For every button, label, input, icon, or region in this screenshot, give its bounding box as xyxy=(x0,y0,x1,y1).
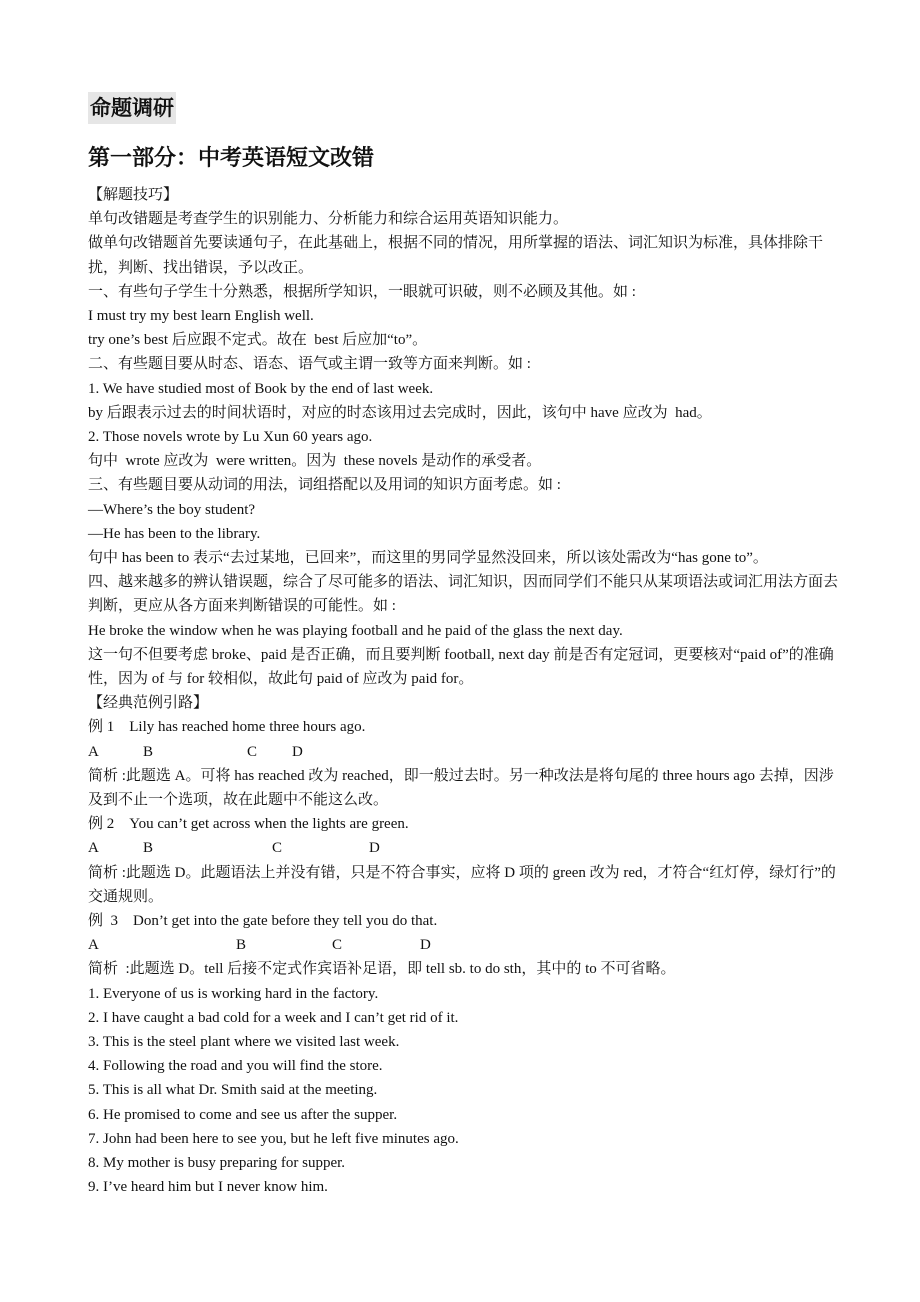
example-explanation: 句中 has been to 表示“去过某地，已回来”，而这里的男同学显然没回来，所以该处需改为“has gone to”。 xyxy=(88,550,768,567)
example-explanation: try one’s best 后应跟不定式。故在 best 后应加“to”。 xyxy=(88,332,428,349)
example-3-analysis: 简析 :此题选 D。tell 后接不定式作宾语补足语，即 tell sb. to do sth，其中的 to 不可省略。 xyxy=(88,961,676,978)
point-two: 二、有些题目要从时态、语态、语气或主谓一致等方面来判断。如 : xyxy=(88,356,531,373)
exercise-item: 8. My mother is busy preparing for supper. xyxy=(88,1155,346,1172)
example-sentence: He broke the window when he was playing football and he paid of the glass the next day. xyxy=(88,622,623,639)
example-2-option-marks xyxy=(88,836,848,860)
page-title: 第一部分：中考英语短文改错 xyxy=(88,146,375,171)
exercise-item: 2. I have caught a bad cold for a week and I can’t get rid of it. xyxy=(88,1009,459,1026)
example-sentence: 1. We have studied most of Book by the end of last week. xyxy=(88,380,434,397)
point-four: 四、越来越多的辨认错误题，综合了尽可能多的语法、词汇知识，因而同学们不能只从某项语法或词汇用法方面去判断，更应从各方面来判断错误的可能性。如 : xyxy=(88,574,839,615)
example-2-analysis: 简析 :此题选 D。此题语法上并没有错，只是不符合事实，应将 D 项的 green 改为 red，才符合“红灯停，绿灯行”的交通规则。 xyxy=(88,864,836,905)
point-three: 三、有些题目要从动词的用法，词组搭配以及用词的知识方面考虑。如 : xyxy=(88,477,561,494)
option-mark: B xyxy=(236,937,247,954)
example-explanation: 句中 wrote 应改为 were written。因为 these novels 是动作的承受者。 xyxy=(88,453,542,470)
option-mark: A xyxy=(88,743,99,760)
option-mark: D xyxy=(369,840,380,857)
point-one: 一、有些句子学生十分熟悉，根据所学知识，一眼就可识破，则不必顾及其他。如 : xyxy=(88,283,636,300)
example-1-option-marks xyxy=(88,740,848,764)
example-sentence: I must try my best learn English well. xyxy=(88,308,314,325)
option-mark: C xyxy=(332,937,343,954)
option-mark: D xyxy=(292,743,303,760)
examples-heading: 【经典范例引路】 xyxy=(88,695,209,712)
document-page xyxy=(88,92,848,1199)
example-1-analysis: 简析 :此题选 A。可将 has reached 改为 reached，即一般过去时。另一种改法是将句尾的 three hours ago 去掉，因涉及到不止一个选项，故在此题中不能这么改。 xyxy=(88,767,834,809)
example-sentence: 2. Those novels wrote by Lu Xun 60 years ago. xyxy=(88,429,373,446)
exercise-item: 3. This is the steel plant where we visited last week. xyxy=(88,1034,400,1051)
option-mark: A xyxy=(88,937,99,954)
exercise-item: 5. This is all what Dr. Smith said at the meeting. xyxy=(88,1082,378,1099)
intro-paragraph: 单句改错题是考查学生的识别能力、分析能力和综合运用英语知识能力。 xyxy=(88,211,569,228)
option-mark: C xyxy=(247,743,258,760)
method-paragraph: 做单句改错题首先要读通句子，在此基础上，根据不同的情况，用所掌握的语法、词汇知识为标准，具体排除干扰，判断、找出错误，予以改正。 xyxy=(88,235,824,276)
dialogue-line: —Where’s the boy student? xyxy=(88,501,256,518)
exercise-item: 4. Following the road and you will find the store. xyxy=(88,1058,383,1075)
option-mark: C xyxy=(272,840,283,857)
example-3-option-marks xyxy=(88,933,848,957)
section-tag: 命题调研 xyxy=(88,92,176,124)
document-body xyxy=(88,183,848,1199)
example-2-sentence: 例 2 You can’t get across when the lights are green. xyxy=(88,816,409,833)
exercise-item: 1. Everyone of us is working hard in the factory. xyxy=(88,985,379,1002)
exercise-item: 9. I’ve heard him but I never know him. xyxy=(88,1179,328,1196)
example-1-sentence: 例 1 Lily has reached home three hours ago. xyxy=(88,719,366,736)
tips-heading: 【解题技巧】 xyxy=(88,187,179,203)
example-explanation: 这一句不但要考虑 broke、paid 是否正确，而且要判断 football, next day 前是否有定冠词，更要核对“paid of”的准确性，因为 of 与 for 较相似，故此句 paid of 应改为 paid for。 xyxy=(88,646,834,688)
option-mark: B xyxy=(143,840,154,857)
dialogue-line: —He has been to the library. xyxy=(88,525,261,542)
exercise-item: 6. He promised to come and see us after the supper. xyxy=(88,1106,398,1123)
example-explanation: by 后跟表示过去的时间状语时，对应的时态该用过去完成时，因此，该句中 have 应改为 had。 xyxy=(88,404,712,421)
option-mark: A xyxy=(88,840,99,857)
option-mark: D xyxy=(420,937,431,954)
option-mark: B xyxy=(143,743,154,760)
example-3-sentence: 例 3 Don’t get into the gate before they tell you do that. xyxy=(88,913,438,930)
exercise-item: 7. John had been here to see you, but he left five minutes ago. xyxy=(88,1130,459,1147)
